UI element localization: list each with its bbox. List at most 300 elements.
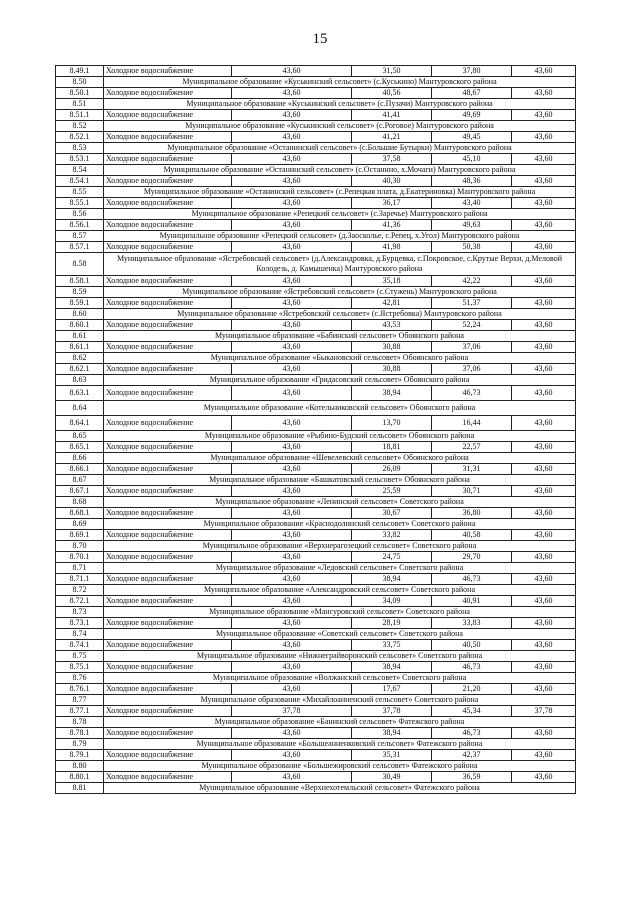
municipality-title: Муниципальное образование «Бабинский сельсовет» Обоянского района <box>104 331 576 342</box>
table-row-municipality <box>56 629 576 640</box>
municipality-title: Муниципальное образование «Краснодолинский сельсовет» Советского района <box>104 519 576 530</box>
tariff-value-2: 35,18 <box>352 276 432 287</box>
tariff-value-1: 43,60 <box>232 464 352 475</box>
municipality-title: Муниципальное образование «Александровский сельсовет» Советского района <box>104 585 576 596</box>
table-row-tariff <box>56 88 576 99</box>
tariff-value-3: 21,20 <box>432 684 512 695</box>
service-name: Холодное водоснабжение <box>104 750 232 761</box>
table-row-tariff <box>56 320 576 331</box>
row-number: 8.58.1 <box>56 276 104 287</box>
municipality-title: Муниципальное образование «Быкановский сельсовет» Обоянского района <box>104 353 576 364</box>
tariff-value-1: 43,60 <box>232 132 352 143</box>
tariff-value-1: 37,78 <box>232 706 352 717</box>
row-number: 8.61.1 <box>56 342 104 353</box>
row-number: 8.63 <box>56 375 104 386</box>
tariff-value-3: 49,69 <box>432 110 512 121</box>
tariff-value-4: 43,60 <box>512 486 576 497</box>
service-name: Холодное водоснабжение <box>104 386 232 401</box>
table-row-municipality <box>56 497 576 508</box>
row-number: 8.77.1 <box>56 706 104 717</box>
row-number: 8.59.1 <box>56 298 104 309</box>
tariff-value-4: 43,60 <box>512 298 576 309</box>
table-row-municipality <box>56 165 576 176</box>
tariff-value-2: 40,56 <box>352 88 432 99</box>
row-number: 8.70 <box>56 541 104 552</box>
municipality-title: Муниципальное образование «Шевелевский сельсовет» Обоянского района <box>104 453 576 464</box>
table-row-tariff <box>56 618 576 629</box>
tariff-value-4: 43,60 <box>512 508 576 519</box>
tariff-value-2: 33,75 <box>352 640 432 651</box>
municipality-title: Муниципальное образование «Ястребовский сельсовет» (с.Стужень) Мантуровского района <box>104 287 576 298</box>
table-row-tariff <box>56 486 576 497</box>
municipality-title: Муниципальное образование «Советский сельсовет» Советского района <box>104 629 576 640</box>
service-name: Холодное водоснабжение <box>104 530 232 541</box>
table-row-municipality <box>56 287 576 298</box>
row-number: 8.71.1 <box>56 574 104 585</box>
service-name: Холодное водоснабжение <box>104 640 232 651</box>
tariff-value-4: 43,60 <box>512 618 576 629</box>
table-row-tariff <box>56 442 576 453</box>
row-number: 8.59 <box>56 287 104 298</box>
tariff-value-2: 26,09 <box>352 464 432 475</box>
service-name: Холодное водоснабжение <box>104 442 232 453</box>
tariff-value-4: 43,60 <box>512 88 576 99</box>
tariff-value-2: 30,88 <box>352 364 432 375</box>
tariff-value-2: 41,21 <box>352 132 432 143</box>
tariff-value-3: 49,45 <box>432 132 512 143</box>
table-row-tariff <box>56 530 576 541</box>
table-row-municipality <box>56 331 576 342</box>
municipality-title: Муниципальное образование «Башкатовский сельсовет» Обоянского района <box>104 475 576 486</box>
tariff-value-3: 33,83 <box>432 618 512 629</box>
row-number: 8.65 <box>56 431 104 442</box>
tariff-value-2: 33,82 <box>352 530 432 541</box>
row-number: 8.50 <box>56 77 104 88</box>
row-number: 8.54.1 <box>56 176 104 187</box>
tariff-table-body <box>56 66 576 794</box>
service-name: Холодное водоснабжение <box>104 66 232 77</box>
tariff-value-2: 13,70 <box>352 416 432 431</box>
tariff-value-3: 36,80 <box>432 508 512 519</box>
tariff-value-3: 40,50 <box>432 640 512 651</box>
municipality-title: Муниципальное образование «Банинский сельсовет» Фатежского района <box>104 717 576 728</box>
table-row-tariff <box>56 728 576 739</box>
tariff-value-4: 43,60 <box>512 596 576 607</box>
tariff-value-2: 34,09 <box>352 596 432 607</box>
tariff-value-1: 43,60 <box>232 750 352 761</box>
tariff-value-1: 43,60 <box>232 486 352 497</box>
row-number: 8.62.1 <box>56 364 104 375</box>
row-number: 8.76 <box>56 673 104 684</box>
tariff-value-2: 30,67 <box>352 508 432 519</box>
table-row-municipality <box>56 761 576 772</box>
service-name: Холодное водоснабжение <box>104 298 232 309</box>
service-name: Холодное водоснабжение <box>104 574 232 585</box>
row-number: 8.52.1 <box>56 132 104 143</box>
municipality-title: Муниципальное образование «Останинский сельсовет» (с.Репецкая плата, д.Екатериновка) Мантуровского района <box>104 187 576 198</box>
table-row-tariff <box>56 640 576 651</box>
page-number: 15 <box>312 31 328 47</box>
tariff-value-1: 43,60 <box>232 176 352 187</box>
row-number: 8.68.1 <box>56 508 104 519</box>
tariff-value-2: 37,78 <box>352 706 432 717</box>
tariff-value-3: 31,31 <box>432 464 512 475</box>
table-row-tariff <box>56 772 576 783</box>
table-row-municipality <box>56 431 576 442</box>
tariff-value-3: 37,80 <box>432 66 512 77</box>
municipality-title: Муниципальное образование «Гридасовский сельсовет» Обоянского района <box>104 375 576 386</box>
row-number: 8.49.1 <box>56 66 104 77</box>
row-number: 8.72.1 <box>56 596 104 607</box>
tariff-value-3: 40,91 <box>432 596 512 607</box>
table-row-municipality <box>56 309 576 320</box>
row-number: 8.80 <box>56 761 104 772</box>
service-name: Холодное водоснабжение <box>104 508 232 519</box>
table-row-municipality <box>56 673 576 684</box>
tariff-value-1: 43,60 <box>232 574 352 585</box>
service-name: Холодное водоснабжение <box>104 220 232 231</box>
tariff-value-3: 48,36 <box>432 176 512 187</box>
tariff-value-2: 42,81 <box>352 298 432 309</box>
tariff-value-2: 31,50 <box>352 66 432 77</box>
tariff-value-2: 30,49 <box>352 772 432 783</box>
table-row-municipality <box>56 253 576 276</box>
tariff-value-1: 43,60 <box>232 508 352 519</box>
tariff-value-2: 43,53 <box>352 320 432 331</box>
tariff-value-2: 38,94 <box>352 574 432 585</box>
table-row-tariff <box>56 596 576 607</box>
tariff-value-3: 22,57 <box>432 442 512 453</box>
row-number: 8.69.1 <box>56 530 104 541</box>
service-name: Холодное водоснабжение <box>104 706 232 717</box>
row-number: 8.80.1 <box>56 772 104 783</box>
service-name: Холодное водоснабжение <box>104 364 232 375</box>
table-row-municipality <box>56 607 576 618</box>
table-row-tariff <box>56 342 576 353</box>
tariff-value-3: 30,71 <box>432 486 512 497</box>
table-row-tariff <box>56 154 576 165</box>
tariff-value-4: 43,60 <box>512 574 576 585</box>
tariff-value-2: 25,59 <box>352 486 432 497</box>
tariff-value-4: 43,60 <box>512 684 576 695</box>
row-number: 8.67 <box>56 475 104 486</box>
row-number: 8.57 <box>56 231 104 242</box>
row-number: 8.56.1 <box>56 220 104 231</box>
municipality-title: Муниципальное образование «Михайлоанненский сельсовет» Советского района <box>104 695 576 706</box>
tariff-value-1: 43,60 <box>232 298 352 309</box>
tariff-value-4: 43,60 <box>512 640 576 651</box>
service-name: Холодное водоснабжение <box>104 596 232 607</box>
tariff-value-1: 43,60 <box>232 110 352 121</box>
service-name: Холодное водоснабжение <box>104 342 232 353</box>
table-row-municipality <box>56 77 576 88</box>
tariff-value-2: 36,17 <box>352 198 432 209</box>
row-number: 8.53.1 <box>56 154 104 165</box>
tariff-value-4: 43,60 <box>512 364 576 375</box>
table-row-tariff <box>56 750 576 761</box>
table-row-municipality <box>56 585 576 596</box>
row-number: 8.74 <box>56 629 104 640</box>
tariff-value-3: 46,73 <box>432 386 512 401</box>
service-name: Холодное водоснабжение <box>104 618 232 629</box>
tariff-value-4: 43,60 <box>512 154 576 165</box>
table-row-municipality <box>56 143 576 154</box>
tariff-value-1: 43,60 <box>232 220 352 231</box>
tariff-value-1: 43,60 <box>232 596 352 607</box>
row-number: 8.73 <box>56 607 104 618</box>
table-row-municipality <box>56 99 576 110</box>
row-number: 8.61 <box>56 331 104 342</box>
row-number: 8.66 <box>56 453 104 464</box>
tariff-value-3: 46,73 <box>432 574 512 585</box>
tariff-value-4: 43,60 <box>512 110 576 121</box>
row-number: 8.63.1 <box>56 386 104 401</box>
tariff-value-2: 37,58 <box>352 154 432 165</box>
municipality-title: Муниципальное образование «Верхнерагозецкий сельсовет» Советского района <box>104 541 576 552</box>
table-row-municipality <box>56 121 576 132</box>
row-number: 8.57.1 <box>56 242 104 253</box>
tariff-value-4: 43,60 <box>512 342 576 353</box>
row-number: 8.75.1 <box>56 662 104 673</box>
tariff-value-4: 43,60 <box>512 66 576 77</box>
tariff-value-2: 17,67 <box>352 684 432 695</box>
municipality-title: Муниципальное образование «Ленинский сельсовет» Советского района <box>104 497 576 508</box>
tariff-value-1: 43,60 <box>232 386 352 401</box>
row-number: 8.56 <box>56 209 104 220</box>
tariff-value-3: 29,70 <box>432 552 512 563</box>
tariff-value-4: 43,60 <box>512 728 576 739</box>
row-number: 8.78 <box>56 717 104 728</box>
table-row-tariff <box>56 706 576 717</box>
table-row-municipality <box>56 695 576 706</box>
row-number: 8.53 <box>56 143 104 154</box>
tariff-value-1: 43,60 <box>232 530 352 541</box>
tariff-value-1: 43,60 <box>232 242 352 253</box>
tariff-value-4: 43,60 <box>512 416 576 431</box>
table-row-tariff <box>56 552 576 563</box>
table-row-municipality <box>56 475 576 486</box>
row-number: 8.74.1 <box>56 640 104 651</box>
table-row-tariff <box>56 508 576 519</box>
tariff-value-1: 43,60 <box>232 198 352 209</box>
table-row-tariff <box>56 684 576 695</box>
tariff-value-2: 28,19 <box>352 618 432 629</box>
tariff-value-3: 40,58 <box>432 530 512 541</box>
municipality-title: Муниципальное образование «Останинский сельсовет» (с.Большие Бутырки) Мантуровского района <box>104 143 576 154</box>
tariff-value-1: 43,60 <box>232 662 352 673</box>
municipality-title: Муниципальное образование «Репецкий сельсовет» (д.Заосколье, с.Репец, х.Угол) Мантуровского района <box>104 231 576 242</box>
service-name: Холодное водоснабжение <box>104 132 232 143</box>
row-number: 8.78.1 <box>56 728 104 739</box>
tariff-value-4: 43,60 <box>512 552 576 563</box>
table-row-tariff <box>56 220 576 231</box>
table-row-municipality <box>56 231 576 242</box>
tariff-value-3: 36,59 <box>432 772 512 783</box>
municipality-title: Муниципальное образование «Куськинский сельсовет» (с.Куськино) Мантуровского района <box>104 77 576 88</box>
table-row-municipality <box>56 739 576 750</box>
tariff-value-1: 43,60 <box>232 640 352 651</box>
row-number: 8.50.1 <box>56 88 104 99</box>
row-number: 8.62 <box>56 353 104 364</box>
tariff-value-3: 52,24 <box>432 320 512 331</box>
municipality-title: Муниципальное образование «Нижнеграйворонский сельсовет» Советского района <box>104 651 576 662</box>
table-row-municipality <box>56 375 576 386</box>
tariff-value-1: 43,60 <box>232 320 352 331</box>
table-row-municipality <box>56 209 576 220</box>
row-number: 8.55 <box>56 187 104 198</box>
row-number: 8.75 <box>56 651 104 662</box>
tariff-value-2: 30,88 <box>352 342 432 353</box>
tariff-value-2: 35,31 <box>352 750 432 761</box>
row-number: 8.55.1 <box>56 198 104 209</box>
tariff-value-4: 43,60 <box>512 198 576 209</box>
row-number: 8.71 <box>56 563 104 574</box>
service-name: Холодное водоснабжение <box>104 728 232 739</box>
table-row-tariff <box>56 298 576 309</box>
row-number: 8.79 <box>56 739 104 750</box>
tariff-value-2: 24,75 <box>352 552 432 563</box>
municipality-title: Муниципальное образование «Ястребовский сельсовет» (с.Ястребовка) Мантуровского района <box>104 309 576 320</box>
tariff-value-1: 43,60 <box>232 618 352 629</box>
table-row-municipality <box>56 783 576 794</box>
tariff-value-4: 43,60 <box>512 442 576 453</box>
tariff-value-4: 43,60 <box>512 750 576 761</box>
tariff-value-2: 40,30 <box>352 176 432 187</box>
tariff-value-3: 37,06 <box>432 342 512 353</box>
table-row-tariff <box>56 176 576 187</box>
tariff-value-1: 43,60 <box>232 276 352 287</box>
tariff-value-3: 16,44 <box>432 416 512 431</box>
tariff-value-3: 49,63 <box>432 220 512 231</box>
service-name: Холодное водоснабжение <box>104 242 232 253</box>
table-row-tariff <box>56 132 576 143</box>
table-row-municipality <box>56 401 576 416</box>
row-number: 8.58 <box>56 253 104 276</box>
row-number: 8.60.1 <box>56 320 104 331</box>
municipality-title: Муниципальное образование «Верхнехотемльский сельсовет» Фатежского района <box>104 783 576 794</box>
table-row-tariff <box>56 416 576 431</box>
tariff-value-4: 43,60 <box>512 320 576 331</box>
table-row-tariff <box>56 66 576 77</box>
municipality-title: Муниципальное образование «Куськинский сельсовет» (с.Роговое) Мантуровского района <box>104 121 576 132</box>
tariff-value-3: 46,73 <box>432 728 512 739</box>
service-name: Холодное водоснабжение <box>104 198 232 209</box>
row-number: 8.66.1 <box>56 464 104 475</box>
tariff-value-2: 41,98 <box>352 242 432 253</box>
row-number: 8.67.1 <box>56 486 104 497</box>
municipality-title: Муниципальное образование «Репецкий сельсовет» (с.Заречье) Мантуровского района <box>104 209 576 220</box>
row-number: 8.64 <box>56 401 104 416</box>
tariff-value-4: 43,60 <box>512 242 576 253</box>
row-number: 8.76.1 <box>56 684 104 695</box>
tariff-value-4: 43,60 <box>512 132 576 143</box>
tariff-value-1: 43,60 <box>232 442 352 453</box>
table-row-tariff <box>56 276 576 287</box>
table-row-tariff <box>56 198 576 209</box>
row-number: 8.51 <box>56 99 104 110</box>
tariff-value-4: 43,60 <box>512 176 576 187</box>
tariff-value-2: 41,41 <box>352 110 432 121</box>
municipality-title: Муниципальное образование «Котельниковский сельсовет» Обоянского района <box>104 401 576 416</box>
row-number: 8.69 <box>56 519 104 530</box>
tariff-value-1: 43,60 <box>232 772 352 783</box>
table-row-municipality <box>56 563 576 574</box>
service-name: Холодное водоснабжение <box>104 176 232 187</box>
table-row-municipality <box>56 187 576 198</box>
table-row-tariff <box>56 242 576 253</box>
tariff-value-3: 43,40 <box>432 198 512 209</box>
tariff-value-4: 43,60 <box>512 662 576 673</box>
row-number: 8.68 <box>56 497 104 508</box>
service-name: Холодное водоснабжение <box>104 772 232 783</box>
tariff-table <box>55 65 576 794</box>
table-row-municipality <box>56 519 576 530</box>
tariff-value-1: 43,60 <box>232 66 352 77</box>
municipality-title: Муниципальное образование «Большеанненковский сельсовет» Фатежского района <box>104 739 576 750</box>
row-number: 8.77 <box>56 695 104 706</box>
table-row-tariff <box>56 110 576 121</box>
row-number: 8.72 <box>56 585 104 596</box>
tariff-value-1: 43,60 <box>232 552 352 563</box>
row-number: 8.79.1 <box>56 750 104 761</box>
tariff-value-2: 41,36 <box>352 220 432 231</box>
tariff-value-2: 38,94 <box>352 662 432 673</box>
service-name: Холодное водоснабжение <box>104 662 232 673</box>
table-row-tariff <box>56 464 576 475</box>
municipality-title: Муниципальное образование «Останинский сельсовет» (с.Останино, х.Мочаги) Мантуровского района <box>104 165 576 176</box>
table-row-municipality <box>56 717 576 728</box>
tariff-value-2: 18,81 <box>352 442 432 453</box>
municipality-title: Муниципальное образование «Куськинский сельсовет» (с.Пузачи) Мантуровского района <box>104 99 576 110</box>
service-name: Холодное водоснабжение <box>104 88 232 99</box>
municipality-title: Муниципальное образование «Мансуровский сельсовет» Советского района <box>104 607 576 618</box>
tariff-value-4: 43,60 <box>512 220 576 231</box>
table-row-tariff <box>56 662 576 673</box>
tariff-value-3: 42,22 <box>432 276 512 287</box>
row-number: 8.52 <box>56 121 104 132</box>
service-name: Холодное водоснабжение <box>104 320 232 331</box>
tariff-value-2: 38,94 <box>352 728 432 739</box>
service-name: Холодное водоснабжение <box>104 110 232 121</box>
row-number: 8.54 <box>56 165 104 176</box>
service-name: Холодное водоснабжение <box>104 684 232 695</box>
tariff-value-1: 43,60 <box>232 88 352 99</box>
table-row-municipality <box>56 651 576 662</box>
service-name: Холодное водоснабжение <box>104 154 232 165</box>
tariff-value-1: 43,60 <box>232 364 352 375</box>
row-number: 8.70.1 <box>56 552 104 563</box>
row-number: 8.65.1 <box>56 442 104 453</box>
municipality-title: Муниципальное образование «Большежировский сельсовет» Фатежского района <box>104 761 576 772</box>
row-number: 8.73.1 <box>56 618 104 629</box>
tariff-value-1: 43,60 <box>232 416 352 431</box>
tariff-value-1: 43,60 <box>232 728 352 739</box>
municipality-title: Муниципальное образование «Рыбино-Будский сельсовет» Обоянского района <box>104 431 576 442</box>
tariff-value-3: 45,34 <box>432 706 512 717</box>
tariff-value-4: 43,60 <box>512 464 576 475</box>
table-row-tariff <box>56 364 576 375</box>
table-row-municipality <box>56 353 576 364</box>
service-name: Холодное водоснабжение <box>104 486 232 497</box>
row-number: 8.60 <box>56 309 104 320</box>
tariff-value-3: 46,73 <box>432 662 512 673</box>
tariff-value-3: 51,37 <box>432 298 512 309</box>
table-row-municipality <box>56 453 576 464</box>
tariff-value-4: 43,60 <box>512 276 576 287</box>
municipality-title: Муниципальное образование «Ястребовский сельсовет» (д.Александровка, д.Бурцевка, с.Покровское, с.Крутые Верхи, д.Меловой Колодезь, д. Камышенка) Мантуровского района <box>104 253 576 276</box>
service-name: Холодное водоснабжение <box>104 416 232 431</box>
tariff-value-1: 43,60 <box>232 154 352 165</box>
